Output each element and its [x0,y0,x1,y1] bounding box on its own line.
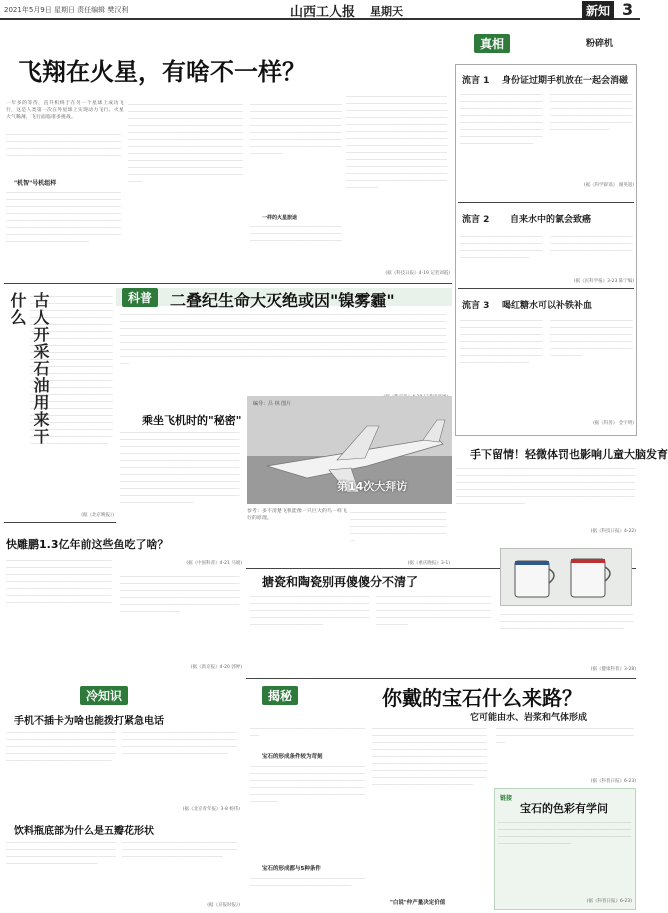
ceramic-body-1: ＿＿＿＿＿＿＿＿＿＿＿＿＿＿＿＿＿＿＿＿＿＿＿＿＿＿＿＿＿＿＿＿＿＿＿＿＿＿＿＿＿＿＿＿＿＿＿＿＿＿＿＿＿＿＿＿＿＿＿＿＿＿＿＿＿＿＿＿＿＿＿＿＿＿＿＿＿＿＿＿＿＿＿＿＿＿＿＿＿＿＿＿＿＿＿＿＿＿＿＿＿＿＿＿＿＿＿＿＿＿＿＿＿＿＿＿＿＿＿＿ [250,593,370,626]
oil-title: 古人开采石油用来干什么 [8,292,50,445]
rumor-credit-2: (据《民科学报》3-23 陈宁编) [573,279,634,284]
rumor-title-3: 喝红糖水可以补铁补血 [502,301,593,311]
page-number: 3 [622,0,634,19]
rumor-credit-1: (据《科学辟谣》 谢英超) [584,183,634,188]
plane-caption-credit: (据《重庆晚报》3-1) [407,561,450,566]
mugs-photo [500,548,632,606]
gem-link: "白说"仲产量决定价值 [390,900,446,906]
mars-body-2: ＿＿＿＿＿＿＿＿＿＿＿＿＿＿＿＿＿＿＿＿＿＿＿＿＿＿＿＿＿＿＿＿＿＿＿＿＿＿＿＿＿＿＿＿＿＿＿＿＿＿＿＿＿＿＿＿＿＿＿＿＿＿＿＿＿＿＿＿＿＿＿＿＿＿＿＿＿＿＿＿＿＿＿＿＿＿＿＿＿＿＿＿＿＿＿＿＿＿＿＿＿＿＿＿＿＿＿＿＿＿＿＿＿＿＿＿＿＿＿＿＿＿＿＿＿＿＿＿＿＿＿＿＿＿＿＿＿＿＿＿＿＿＿＿＿＿＿＿＿＿＿＿＿＿＿＿＿＿＿＿＿＿＿＿＿＿＿＿＿＿＿＿＿＿＿＿＿＿＿＿＿＿＿＿＿＿＿＿＿＿＿＿＿ [6,189,121,243]
mars-lead: 一年多的等待，直升机终于在另一个星球上成功飞行，这是人类第一次在外星球上实现动力飞行。火星大气稀薄，飞行面临诸多挑战。 [6,101,124,120]
rumor-title-1: 身份证过期手机放在一起会消磁 [502,76,629,86]
colors-tag: 链接 [500,795,513,802]
fish-credit: (据《新京报》4-20 郭婷) [190,665,242,670]
mars-body-5: ＿＿＿＿＿＿＿＿＿＿＿＿＿＿＿＿＿＿＿＿＿＿＿＿＿＿＿＿＿＿＿＿＿＿＿＿＿＿＿＿＿＿＿＿＿＿＿＿＿＿＿＿＿＿＿＿＿＿＿＿ [250,223,342,242]
rumor-body-2b: ＿＿＿＿＿＿＿＿＿＿＿＿＿＿＿＿＿＿＿＿＿＿＿＿＿＿＿＿＿＿＿＿＿＿＿＿＿＿＿＿＿＿＿＿＿＿＿＿＿＿＿＿＿＿ [550,233,633,252]
mars-body-3: ＿＿＿＿＿＿＿＿＿＿＿＿＿＿＿＿＿＿＿＿＿＿＿＿＿＿＿＿＿＿＿＿＿＿＿＿＿＿＿＿＿＿＿＿＿＿＿＿＿＿＿＿＿＿＿＿＿＿＿＿＿＿＿＿＿＿＿＿＿＿＿＿＿＿＿＿＿＿＿＿＿＿＿＿＿＿＿＿＿＿＿＿＿＿＿＿＿＿＿＿＿＿＿＿＿＿＿＿＿＿＿＿＿＿＿＿＿＿＿＿＿＿＿＿＿＿＿＿＿＿＿＿＿＿＿＿＿＿＿＿＿＿＿＿＿＿＿＿＿＿＿＿＿＿＿＿＿＿＿＿＿＿＿＿＿＿＿＿＿＿＿＿＿＿＿＿＿＿＿＿＿＿＿＿＿＿＿＿＿＿＿＿＿＿＿＿＿＿＿＿＿＿＿＿＿＿＿＿＿＿＿＿＿＿＿＿＿＿＿＿＿＿＿＿＿＿＿＿＿＿＿＿＿＿＿＿＿＿＿＿＿＿＿＿＿＿＿＿＿＿＿＿＿＿＿＿＿＿＿＿＿＿＿＿＿＿＿＿＿＿＿＿＿＿＿＿＿＿ [128,101,243,183]
ceramic-headline: 搪瓷和陶瓷别再傻傻分不清了 [262,575,419,589]
sleep-credit: (据《科技日报》4-22) [590,529,636,534]
rumor-body-3b: ＿＿＿＿＿＿＿＿＿＿＿＿＿＿＿＿＿＿＿＿＿＿＿＿＿＿＿＿＿＿＿＿＿＿＿＿＿＿＿＿＿＿＿＿＿＿＿＿＿＿＿＿＿＿＿＿＿＿＿＿＿＿＿＿＿＿＿＿＿＿＿＿＿＿＿＿＿＿＿＿＿＿＿＿＿＿＿＿＿＿＿＿＿＿＿＿＿ [550,317,633,357]
divider [4,522,116,523]
cold-credit-1: (据《北京青年报》3-8 杨伟) [182,807,240,812]
cold-body-2b: ＿＿＿＿＿＿＿＿＿＿＿＿＿＿＿＿＿＿＿＿＿＿＿＿＿＿＿＿＿＿＿＿＿＿＿＿＿＿＿＿＿＿＿＿＿＿＿＿＿＿＿＿＿＿＿＿＿＿＿＿＿＿＿＿＿＿＿＿＿＿＿＿ [122,839,237,858]
plane-body: ＿＿＿＿＿＿＿＿＿＿＿＿＿＿＿＿＿＿＿＿＿＿＿＿＿＿＿＿＿＿＿＿＿＿＿＿＿＿＿＿＿＿＿＿＿＿＿＿＿＿＿＿＿＿＿＿＿＿＿＿＿＿＿＿＿＿＿＿＿＿＿＿＿＿＿＿＿＿＿＿＿＿＿＿＿＿＿＿＿＿＿＿＿＿＿＿＿＿＿＿＿＿＿＿＿＿＿＿＿＿＿＿＿＿＿＿＿＿＿＿＿＿＿＿＿＿＿＿＿＿＿＿＿＿＿＿＿＿＿＿＿＿＿＿＿＿＿＿＿＿＿＿＿＿＿＿＿＿＿＿＿＿＿＿＿＿＿＿＿＿＿＿＿＿＿＿＿＿＿＿＿＿＿＿＿＿＿＿＿＿＿＿＿＿＿＿＿＿＿＿＿＿＿＿＿＿＿＿＿＿＿＿＿＿＿＿＿＿＿＿＿＿＿＿＿＿＿＿＿＿＿＿＿＿＿＿＿＿＿＿＿＿＿＿＿＿＿＿＿＿＿＿＿＿＿＿＿＿＿＿＿＿＿＿＿＿＿＿＿＿＿＿＿＿＿＿ [120,429,240,504]
photo-overlay: 第14次大拜访 [337,480,408,493]
gem-body-4: ＿＿＿＿＿＿＿＿＿＿＿＿＿＿＿＿＿＿＿＿＿＿＿＿＿＿＿＿＿＿＿＿＿＿＿＿＿＿＿＿＿＿＿＿＿＿＿＿＿＿＿＿＿＿＿＿＿＿＿＿＿＿＿＿＿＿＿＿＿＿＿＿＿＿＿＿＿＿＿＿＿＿＿＿＿＿＿＿＿＿＿＿＿＿＿＿＿＿＿＿＿＿＿＿＿＿＿＿＿＿＿＿＿＿＿＿＿＿＿＿＿＿＿＿＿＿＿＿＿＿＿＿＿＿＿＿＿＿＿＿＿＿＿＿＿＿＿＿＿＿＿＿＿＿＿＿＿＿＿＿＿＿＿＿＿＿＿＿＿＿＿＿＿＿＿＿＿＿＿＿＿＿＿＿＿＿＿＿＿＿＿＿＿＿＿＿＿＿＿＿＿＿＿＿＿＿＿＿＿＿＿＿＿＿＿＿＿＿＿＿＿＿ [372,725,487,786]
oil-credit: (据《北京晚报》) [81,513,114,518]
cold-tag: 冷知识 [80,686,128,705]
gem-subhead-1: 宝石的形成条件较为苛刻 [262,754,323,760]
fish-body: ＿＿＿＿＿＿＿＿＿＿＿＿＿＿＿＿＿＿＿＿＿＿＿＿＿＿＿＿＿＿＿＿＿＿＿＿＿＿＿＿＿＿＿＿＿＿＿＿＿＿＿＿＿＿＿＿＿＿＿＿＿＿＿＿＿＿＿＿＿＿＿＿＿＿＿＿＿＿＿＿＿＿＿＿＿＿＿＿＿＿＿＿＿＿＿＿＿＿＿＿＿＿＿＿＿＿＿＿＿＿＿＿＿＿＿＿＿＿＿＿＿＿＿＿＿＿＿＿＿＿＿＿＿＿＿＿＿＿＿＿＿＿＿＿＿＿＿＿＿＿＿＿＿＿＿＿＿＿＿＿＿ [6,557,112,604]
cold-body-2: ＿＿＿＿＿＿＿＿＿＿＿＿＿＿＿＿＿＿＿＿＿＿＿＿＿＿＿＿＿＿＿＿＿＿＿＿＿＿＿＿＿＿＿＿＿＿＿＿＿＿＿＿＿＿＿＿＿＿＿＿＿＿＿＿＿＿＿＿＿＿＿＿＿＿＿＿＿＿＿＿＿＿＿＿＿＿＿＿＿＿＿＿ [6,839,117,865]
gem-credit: (据《科普日报》6-23) [590,779,636,784]
plane-caption-body: ＿＿＿＿＿＿＿＿＿＿＿＿＿＿＿＿＿＿＿＿＿＿＿＿＿＿＿＿＿＿＿＿＿＿＿＿＿＿＿＿＿＿＿＿＿＿＿＿＿＿＿＿＿＿＿＿＿＿＿＿＿＿＿＿＿＿＿＿＿＿＿＿＿＿＿＿＿＿＿＿＿＿＿＿＿ [350,509,447,542]
divider [4,283,452,284]
science-body: ＿＿＿＿＿＿＿＿＿＿＿＿＿＿＿＿＿＿＿＿＿＿＿＿＿＿＿＿＿＿＿＿＿＿＿＿＿＿＿＿＿＿＿＿＿＿＿＿＿＿＿＿＿＿＿＿＿＿＿＿＿＿＿＿＿＿＿＿＿＿＿＿＿＿＿＿＿＿＿＿＿＿＿＿＿＿＿＿＿＿＿＿＿＿＿＿＿＿＿＿＿＿＿＿＿＿＿＿＿＿＿＿＿＿＿＿＿＿＿＿＿＿＿＿＿＿＿＿＿＿＿＿＿＿＿＿＿＿＿＿＿＿＿＿＿＿＿＿＿＿＿＿＿＿＿＿＿＿＿＿＿＿＿＿＿＿＿＿＿＿＿＿＿＿＿＿＿＿＿＿＿＿＿＿＿＿＿＿＿＿＿＿＿＿＿＿＿＿＿＿＿＿＿＿＿＿＿＿＿＿＿＿＿＿＿＿＿＿＿＿＿＿＿＿＿＿＿＿＿＿＿＿＿＿＿＿＿＿＿＿＿＿＿＿＿＿＿＿＿＿＿＿＿＿＿＿＿＿＿＿＿＿＿＿＿＿＿＿＿＿＿＿＿＿＿＿＿＿＿＿＿＿＿＿＿＿＿＿＿＿＿＿＿＿＿＿＿＿＿＿＿＿＿＿＿＿＿＿＿＿＿＿＿＿＿＿＿＿＿＿＿＿＿＿＿＿＿＿＿＿＿＿＿＿＿＿＿＿＿＿＿＿＿＿＿＿＿＿＿＿＿＿＿＿＿＿＿＿＿＿＿＿＿＿＿＿＿＿＿＿＿＿＿＿＿＿＿＿＿＿＿＿＿＿＿＿＿＿＿＿＿＿＿＿＿＿＿＿＿＿＿＿＿＿＿＿＿＿＿＿＿＿＿＿＿＿＿＿＿＿＿＿＿＿＿＿＿＿＿＿＿＿＿＿＿＿＿＿＿＿＿＿＿＿＿＿＿＿＿＿＿＿＿＿＿＿＿＿＿＿＿＿＿＿＿＿＿＿＿＿＿＿＿＿＿＿＿＿＿＿＿＿＿＿＿＿＿＿＿＿＿＿＿＿＿＿＿＿＿ [120,311,447,365]
gem-subhead-2: 宝石的形成都与5种条件 [262,866,321,872]
plane-headline: 乘坐飞机时的"秘密" [142,414,242,427]
photo-text: 编导：吕 林 图片 [253,401,292,407]
divider [458,288,634,289]
plane-credit: (据《中国科普》4-21 马媛) [186,561,242,566]
rumor-label-2: 流言 2 [462,215,490,225]
rumor-body-1: ＿＿＿＿＿＿＿＿＿＿＿＿＿＿＿＿＿＿＿＿＿＿＿＿＿＿＿＿＿＿＿＿＿＿＿＿＿＿＿＿＿＿＿＿＿＿＿＿＿＿＿＿＿＿＿＿＿＿＿＿＿＿＿＿＿＿＿＿＿＿＿＿＿＿＿＿＿＿＿＿＿＿＿＿＿＿＿＿＿＿＿＿＿＿＿＿＿＿＿＿＿＿＿＿＿＿＿＿＿＿＿＿＿＿＿＿＿＿＿＿＿＿＿＿＿＿＿＿＿＿＿＿＿＿＿＿＿＿＿＿＿＿ [460,91,543,145]
rumor-header [456,26,636,56]
oil-body-1: ＿＿＿＿＿＿＿＿＿＿＿＿＿＿＿＿＿＿＿＿＿＿＿＿＿＿＿＿＿＿＿＿＿＿＿＿＿＿＿＿＿＿＿＿＿＿＿＿＿＿＿＿＿＿＿＿＿＿＿＿＿＿＿＿＿＿＿＿＿＿＿＿＿＿＿＿＿＿＿＿＿＿＿＿＿＿＿＿＿＿＿＿＿＿＿＿＿＿＿＿＿＿＿＿＿＿＿＿＿＿＿＿＿＿＿＿＿＿＿＿＿＿＿＿＿＿＿＿＿＿＿＿＿＿＿＿＿＿＿＿＿＿＿＿＿＿＿＿＿＿＿＿＿＿＿＿＿＿＿＿＿＿＿＿＿＿＿＿＿＿＿＿＿＿＿＿＿＿＿＿＿＿＿＿＿＿＿＿＿＿＿＿＿＿＿＿＿＿＿＿＿＿＿＿＿＿＿＿＿＿＿＿＿＿＿＿＿＿＿＿＿＿＿＿＿＿＿＿＿＿＿＿＿＿＿＿＿＿＿＿＿＿＿＿＿＿＿＿＿＿＿＿＿＿＿＿＿＿＿＿＿＿＿＿＿＿＿＿＿＿＿＿＿＿＿＿＿＿＿＿＿＿＿＿＿＿＿＿＿＿＿＿＿＿＿＿＿＿＿＿＿＿＿＿＿＿＿＿＿＿＿＿＿＿＿＿＿＿＿＿＿＿＿＿＿＿＿＿＿＿＿＿＿＿＿＿＿＿＿＿＿＿＿＿＿＿＿＿＿＿＿＿＿＿＿＿＿＿＿＿＿＿＿＿＿＿＿＿＿＿＿＿＿＿＿＿＿＿＿＿＿＿＿＿＿＿＿＿＿＿＿＿＿＿＿ [30,293,113,445]
rumor-label-1: 流言 1 [462,76,490,86]
rumor-credit-3: (据《科普》 金宇明) [593,421,634,426]
rumor-body-1b: ＿＿＿＿＿＿＿＿＿＿＿＿＿＿＿＿＿＿＿＿＿＿＿＿＿＿＿＿＿＿＿＿＿＿＿＿＿＿＿＿＿＿＿＿＿＿＿＿＿＿＿＿＿＿＿＿＿＿＿＿＿＿＿＿＿＿＿＿＿＿＿＿＿＿＿＿＿＿＿＿＿＿＿＿＿＿＿＿＿＿＿＿＿＿＿＿＿＿＿＿＿＿＿ [550,91,633,131]
divider [458,202,634,203]
cold-credit-2: (据《京报时报》) [207,903,240,908]
sleep-headline: 手下留情！轻微体罚也影响儿童大脑发育 [470,448,668,461]
plane-photo [247,396,452,504]
gem-body-3: ＿＿＿＿＿＿＿＿＿＿＿＿＿＿＿＿＿＿＿＿＿＿＿＿＿＿＿＿＿＿＿＿＿＿＿＿＿＿＿＿＿＿＿＿＿＿＿ [250,875,365,887]
cold-title-1: 手机不插卡为啥也能拨打紧急电话 [14,716,164,727]
fish-body-2: ＿＿＿＿＿＿＿＿＿＿＿＿＿＿＿＿＿＿＿＿＿＿＿＿＿＿＿＿＿＿＿＿＿＿＿＿＿＿＿＿＿＿＿＿＿＿＿＿＿＿＿＿＿＿＿＿＿＿＿＿＿＿＿＿＿＿＿＿＿＿＿＿＿＿＿＿＿＿＿＿＿＿＿＿＿＿＿＿＿＿＿＿＿＿＿＿＿＿＿＿＿＿＿＿＿＿＿＿＿＿＿＿＿＿＿＿＿＿＿＿＿＿＿＿＿＿＿＿＿＿＿＿＿＿＿＿＿＿＿＿＿＿＿ [120,573,240,613]
page-header [0,0,640,20]
ceramic-body-2: ＿＿＿＿＿＿＿＿＿＿＿＿＿＿＿＿＿＿＿＿＿＿＿＿＿＿＿＿＿＿＿＿＿＿＿＿＿＿＿＿＿＿＿＿＿＿＿＿＿＿＿＿＿＿＿＿＿＿＿＿＿＿＿＿＿＿＿＿＿＿＿＿＿＿＿＿＿＿＿＿＿＿＿＿＿＿＿＿＿＿＿＿＿＿＿＿＿＿＿＿＿＿＿＿＿＿＿ [376,593,491,626]
gem-headline: 你戴的宝石什么来路？ [382,686,582,710]
rumor-body-3: ＿＿＿＿＿＿＿＿＿＿＿＿＿＿＿＿＿＿＿＿＿＿＿＿＿＿＿＿＿＿＿＿＿＿＿＿＿＿＿＿＿＿＿＿＿＿＿＿＿＿＿＿＿＿＿＿＿＿＿＿＿＿＿＿＿＿＿＿＿＿＿＿＿＿＿＿＿＿＿＿＿＿＿＿＿＿＿＿＿＿＿＿＿＿＿＿＿＿＿＿＿＿＿＿＿＿＿＿＿＿＿＿＿＿＿＿＿＿＿＿＿＿＿ [460,317,543,364]
colors-headline: 宝石的色彩有学问 [520,802,608,815]
cold-body-1: ＿＿＿＿＿＿＿＿＿＿＿＿＿＿＿＿＿＿＿＿＿＿＿＿＿＿＿＿＿＿＿＿＿＿＿＿＿＿＿＿＿＿＿＿＿＿＿＿＿＿＿＿＿＿＿＿＿＿＿＿＿＿＿＿＿＿＿＿＿＿＿＿＿＿＿＿＿＿＿＿＿＿＿＿＿＿＿＿＿＿＿＿＿＿＿＿＿＿＿＿＿＿＿＿＿＿＿＿＿＿＿＿＿＿＿＿＿＿＿ [6,729,117,762]
gem-body-5: ＿＿＿＿＿＿＿＿＿＿＿＿＿＿＿＿＿＿＿＿＿＿＿＿＿＿＿＿＿＿＿＿＿＿＿＿＿＿＿＿＿＿＿＿＿＿＿＿＿＿＿＿＿＿＿＿＿＿＿＿＿＿ [496,725,634,744]
rumor-body-2: ＿＿＿＿＿＿＿＿＿＿＿＿＿＿＿＿＿＿＿＿＿＿＿＿＿＿＿＿＿＿＿＿＿＿＿＿＿＿＿＿＿＿＿＿＿＿＿＿＿＿＿＿＿＿＿＿＿＿＿＿＿＿＿＿＿＿＿＿＿ [460,233,543,259]
rumor-label-3: 流言 3 [462,301,490,311]
weekday-label: 星期天 [370,5,403,18]
colors-credit: (据《科普日报》6-23) [586,899,632,904]
gem-tag: 揭秘 [262,686,298,705]
cold-body-1b: ＿＿＿＿＿＿＿＿＿＿＿＿＿＿＿＿＿＿＿＿＿＿＿＿＿＿＿＿＿＿＿＿＿＿＿＿＿＿＿＿＿＿＿＿＿＿＿＿＿＿＿＿＿＿＿＿＿＿＿＿＿＿＿＿＿＿＿＿＿＿＿＿＿＿＿＿＿＿＿＿＿＿＿＿＿＿＿＿＿＿＿＿＿＿＿＿＿＿ [122,729,237,755]
plane-caption: 参考：多不清楚飞机能像一只巨大的鸟一样飞行的原理。 [247,509,347,521]
rumor-title-2: 自来水中的氯会致癌 [510,215,592,225]
rumor-brand: 粉碎机 [586,39,614,49]
mars-body-6: ＿＿＿＿＿＿＿＿＿＿＿＿＿＿＿＿＿＿＿＿＿＿＿＿＿＿＿＿＿＿＿＿＿＿＿＿＿＿＿＿＿＿＿＿＿＿＿＿＿＿＿＿＿＿＿＿＿＿＿＿＿＿＿＿＿＿＿＿＿＿＿＿＿＿＿＿＿＿＿＿＿＿＿＿＿＿＿＿＿＿＿＿＿＿＿＿＿＿＿＿＿＿＿＿＿＿＿＿＿＿＿＿＿＿＿＿＿＿＿＿＿＿＿＿＿＿＿＿＿＿＿＿＿＿＿＿＿＿＿＿＿＿＿＿＿＿＿＿＿＿＿＿＿＿＿＿＿＿＿＿＿＿＿＿＿＿＿＿＿＿＿＿＿＿＿＿＿＿＿＿＿＿＿＿＿＿＿＿＿＿＿＿＿＿＿＿＿＿＿＿＿＿＿＿＿＿＿＿＿＿＿＿＿＿＿＿＿＿＿＿＿＿＿＿＿＿＿＿＿＿＿＿＿＿＿＿＿＿＿＿＿＿＿＿＿＿＿＿＿＿＿＿＿＿＿＿＿＿＿＿＿＿＿＿＿＿＿＿＿＿＿＿＿＿＿＿＿＿＿＿＿＿＿＿＿＿＿＿＿＿＿＿＿ [346,93,448,189]
mars-body-1: ＿＿＿＿＿＿＿＿＿＿＿＿＿＿＿＿＿＿＿＿＿＿＿＿＿＿＿＿＿＿＿＿＿＿＿＿＿＿＿＿＿＿＿＿＿＿＿＿＿＿＿＿＿＿＿＿＿＿＿＿＿＿＿＿＿＿＿＿＿＿＿＿＿＿＿＿＿＿＿＿＿＿＿＿＿＿＿＿＿＿＿＿＿＿＿＿＿＿＿＿ [6,131,121,157]
ceramic-body-3: ＿＿＿＿＿＿＿＿＿＿＿＿＿＿＿＿＿＿＿＿＿＿＿＿＿＿＿＿＿＿＿＿＿＿＿＿＿＿＿＿＿＿＿＿＿＿＿＿＿＿＿＿＿＿＿＿＿＿＿＿＿＿＿＿＿＿＿＿＿＿＿＿＿＿＿＿＿＿＿＿＿＿＿＿＿ [500,611,634,630]
mars-subhead: "机智"号机组样 [14,180,57,187]
newspaper-title: 山西工人报 [290,5,356,20]
section-name: 新知 [582,1,614,20]
sleep-body: ＿＿＿＿＿＿＿＿＿＿＿＿＿＿＿＿＿＿＿＿＿＿＿＿＿＿＿＿＿＿＿＿＿＿＿＿＿＿＿＿＿＿＿＿＿＿＿＿＿＿＿＿＿＿＿＿＿＿＿＿＿＿＿＿＿＿＿＿＿＿＿＿＿＿＿＿＿＿＿＿＿＿＿＿＿＿＿＿＿＿＿＿＿＿＿＿＿＿＿＿＿＿＿＿＿＿＿＿＿＿＿＿＿＿＿＿＿＿＿＿＿＿＿＿＿＿＿＿＿＿＿＿＿＿＿＿＿＿＿＿＿＿＿＿＿＿＿＿＿＿＿＿＿＿＿＿＿＿＿＿＿＿＿＿＿＿＿＿＿＿＿＿＿＿＿＿＿＿＿＿＿＿＿＿＿＿＿＿＿＿＿＿＿＿＿＿＿＿＿＿＿＿＿＿＿＿＿＿＿＿ [456,465,636,505]
mars-body-4: ＿＿＿＿＿＿＿＿＿＿＿＿＿＿＿＿＿＿＿＿＿＿＿＿＿＿＿＿＿＿＿＿＿＿＿＿＿＿＿＿＿＿＿＿＿＿＿＿＿＿＿＿＿＿＿＿＿＿＿＿＿＿＿＿＿＿＿＿＿＿＿＿＿＿＿＿＿＿＿＿＿＿＿＿＿＿＿＿＿＿＿＿＿＿＿＿＿＿＿＿＿＿＿＿＿＿＿＿＿＿＿＿＿＿＿＿＿＿＿＿＿＿＿＿＿＿＿＿＿＿＿＿＿＿＿＿＿＿＿＿＿＿＿＿＿＿＿ [250,101,342,155]
divider [246,678,636,679]
rumor-tag: 真相 [474,34,510,53]
colors-body: ＿＿＿＿＿＿＿＿＿＿＿＿＿＿＿＿＿＿＿＿＿＿＿＿＿＿＿＿＿＿＿＿＿＿＿＿＿＿＿＿＿＿＿＿＿＿＿＿＿＿＿＿＿＿＿＿＿＿＿＿＿＿＿＿＿＿＿＿＿＿＿＿＿＿＿＿＿＿＿＿＿＿＿＿＿＿＿＿＿＿＿＿＿＿＿＿＿＿＿＿＿＿＿ [498,819,632,845]
mars-credit: (据《科技日报》4-19 记者刘霞) [385,271,450,276]
science-tag: 科普 [122,288,158,307]
gem-body-1: ＿＿＿＿＿＿＿＿＿＿＿＿＿＿＿＿＿＿＿＿＿＿＿＿＿＿＿ [250,725,365,737]
cold-title-2: 饮料瓶底部为什么是五瓣花形状 [14,826,154,837]
mars-subhead-2: 一样的火星旅途 [262,215,298,221]
science-headline: 二叠纪生命大灭绝或因"镍雾霾" [170,291,395,310]
gem-body-2: ＿＿＿＿＿＿＿＿＿＿＿＿＿＿＿＿＿＿＿＿＿＿＿＿＿＿＿＿＿＿＿＿＿＿＿＿＿＿＿＿＿＿＿＿＿＿＿＿＿＿＿＿＿＿＿＿＿＿＿＿＿＿＿＿＿＿＿＿＿＿＿＿＿＿＿＿＿＿＿＿＿＿＿＿＿＿＿＿＿＿＿＿＿＿＿＿＿＿＿＿＿＿＿＿＿＿＿＿＿＿＿＿＿＿＿＿＿＿＿＿＿＿＿＿＿＿＿＿＿＿＿ [250,763,365,803]
enamel-mugs-illustration [501,549,631,605]
fish-headline: 快雕鹏1.3亿年前这些鱼吃了啥？ [6,538,169,551]
mars-headline: 飞翔在火星，有啥不一样？ [18,58,306,86]
ceramic-credit: (据《健康科普》3-28) [590,667,636,672]
gem-subtitle: 它可能由水、岩浆和气体形成 [470,713,588,723]
issue-date: 2021年5月9日 星期日 责任编辑 樊汉利 [4,6,129,14]
